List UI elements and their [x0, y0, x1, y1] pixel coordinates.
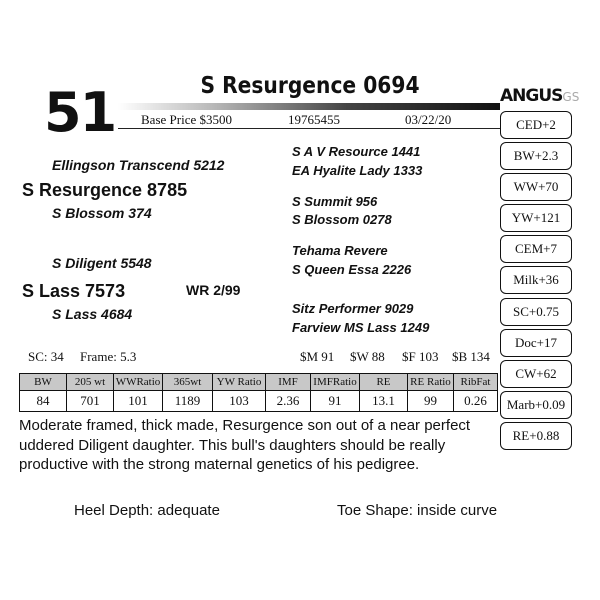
epd-yw: YW+121: [500, 204, 572, 232]
weaning-ratio-note: WR 2/99: [186, 282, 241, 298]
epd-ww: WW+70: [500, 173, 572, 201]
index-w: $W 88: [350, 349, 385, 364]
epd-cem: CEM+7: [500, 235, 572, 263]
header-re: RE: [360, 374, 408, 391]
cell-re: 13.1: [360, 391, 408, 412]
index-f: $F 103: [402, 349, 439, 364]
breed-logo-main: ANGUS: [500, 86, 563, 106]
registration-number: 19765455: [288, 112, 340, 127]
pedigree-right-8: Farview MS Lass 1249: [292, 320, 430, 335]
base-price: Base Price $3500: [141, 112, 232, 127]
cell-ww-ratio: 101: [114, 391, 163, 412]
pedigree-right-7: Sitz Performer 9029: [292, 301, 414, 316]
cell-re-ratio: 99: [408, 391, 454, 412]
index-m: $M 91: [300, 349, 335, 364]
pedigree-sire: S Resurgence 8785: [22, 180, 188, 200]
frame-score: Frame: 5.3: [80, 349, 137, 364]
scrotal-circumference: SC: 34: [28, 349, 64, 364]
breed-logo-sub: GS: [562, 90, 580, 104]
pedigree-right-3: S Summit 956: [292, 194, 378, 209]
epd-doc: Doc+17: [500, 329, 572, 357]
epd-re: RE+0.88: [500, 422, 572, 450]
pedigree-sire-dam: S Blossom 374: [52, 205, 152, 221]
pedigree-dam-dam: S Lass 4684: [52, 306, 133, 322]
epd-bw: BW+2.3: [500, 142, 572, 170]
pedigree-right-1: S A V Resource 1441: [292, 144, 421, 159]
header-yw-ratio: YW Ratio: [213, 374, 266, 391]
header-205wt: 205 wt: [67, 374, 114, 391]
table-header-row: [20, 374, 498, 391]
pedigree-right-6: S Queen Essa 2226: [292, 262, 412, 277]
pedigree-dam: S Lass 7573: [22, 281, 126, 301]
header-re-ratio: RE Ratio: [408, 374, 454, 391]
info-rule: [118, 128, 500, 129]
bull-name: S Resurgence 0694: [200, 73, 420, 99]
epd-cw: CW+62: [500, 360, 572, 388]
header-bw: BW: [20, 374, 67, 391]
cell-ribfat: 0.26: [454, 391, 498, 412]
performance-table: [19, 373, 498, 412]
epd-ced: CED+2: [500, 111, 572, 139]
index-b: $B 134: [452, 349, 490, 364]
header-365wt: 365wt: [163, 374, 213, 391]
cell-205wt: 701: [67, 391, 114, 412]
cell-yw-ratio: 103: [213, 391, 266, 412]
description: Moderate framed, thick made, Resurgence son out of a near perfect uddered Diligent daughter. This bull's daughters should be really productive with the strong maternal genetics of his pedigree.: [19, 417, 471, 473]
heel-depth: Heel Depth: adequate: [74, 502, 220, 519]
header-ww-ratio: WWRatio: [114, 374, 163, 391]
epd-sc: SC+0.75: [500, 298, 572, 326]
lot-number: 51: [44, 81, 116, 144]
header-imf-ratio: IMFRatio: [311, 374, 360, 391]
sale-date: 03/22/20: [405, 112, 452, 127]
toe-shape: Toe Shape: inside curve: [337, 502, 498, 519]
header-ribfat: RibFat: [454, 374, 498, 391]
epd-marb: Marb+0.09: [500, 391, 572, 419]
pedigree-dam-sire: S Diligent 5548: [52, 255, 152, 271]
pedigree-right-5: Tehama Revere: [292, 243, 388, 258]
pedigree-sire-sire: Ellingson Transcend 5212: [52, 157, 225, 173]
pedigree-right-4: S Blossom 0278: [292, 212, 392, 227]
cell-365wt: 1189: [163, 391, 213, 412]
epd-milk: Milk+36: [500, 266, 572, 294]
cell-imf-ratio: 91: [311, 391, 360, 412]
pedigree-right-2: EA Hyalite Lady 1333: [292, 163, 423, 178]
cell-bw: 84: [20, 391, 67, 412]
cell-imf: 2.36: [266, 391, 311, 412]
table-row: [20, 391, 498, 412]
epd-column: [500, 111, 572, 453]
header-imf: IMF: [266, 374, 311, 391]
breed-logo: [500, 86, 578, 107]
header-bar: [118, 103, 500, 110]
